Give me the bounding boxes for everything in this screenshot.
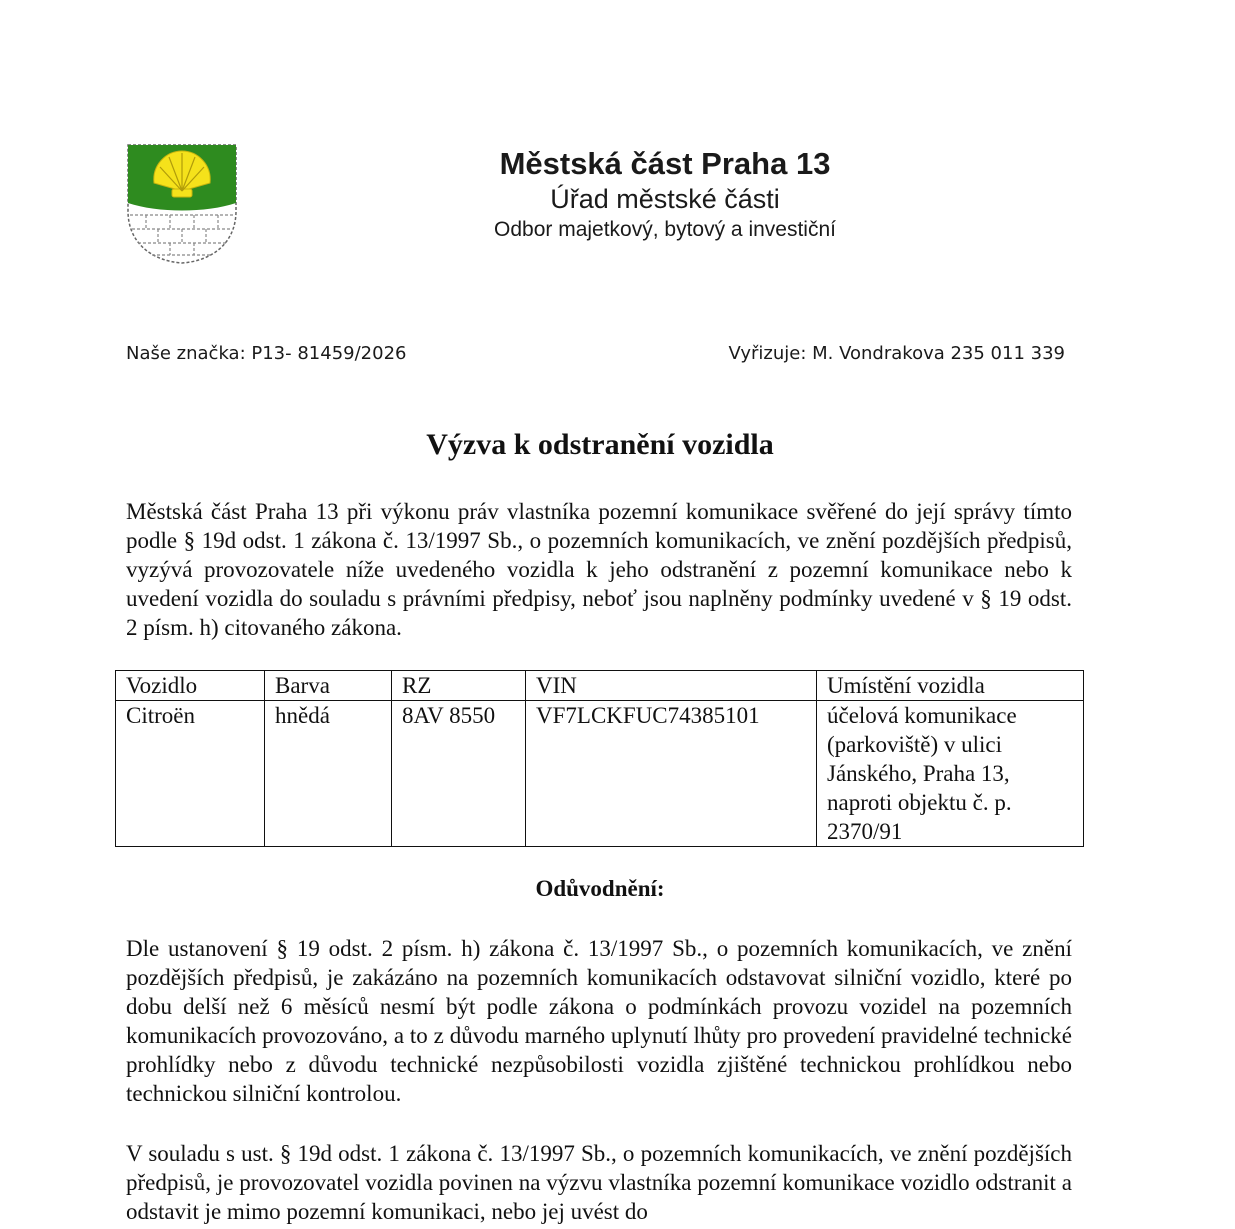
intro-paragraph: Městská část Praha 13 při výkonu práv vlastníka pozemní komunikace svěřené do její správy tímto podle § 19d odst. 1 zákona č. 13/1997 Sb., o pozemních komunikacích, ve znění pozdějších předpisů, vyzývá provozovatele níže uvedeného vozidla k jeho odstranění z pozemní komunikace nebo k uvedení vozidla do souladu s právními předpisy, neboť jsou naplněny podmínky uvedené v § 19 odst. 2 písm. h) citovaného zákona. — [126, 499, 1072, 640]
justification-paragraph-1: Dle ustanovení § 19 odst. 2 písm. h) zákona č. 13/1997 Sb., o pozemních komunikacích, ve znění pozdějších předpisů, je zakázáno na pozemních komunikacích odstavovat silniční vozidlo, které po dobu delší než 6 měsíců nesmí být podle zákona o podmínkách provozu vozidel na pozemních komunikacích provozováno, a to z důvodu marného uplynutí lhůty pro provedení pravidelné technické prohlídky nebo z důvodu technické nezpůsobilosti vozidla zjištěné technickou prohlídkou nebo technickou silniční kontrolou. — [126, 936, 1072, 1106]
header-plate: RZ — [392, 671, 526, 701]
cell-vehicle: Citroën — [116, 701, 265, 847]
header-vin: VIN — [526, 671, 817, 701]
cell-plate: 8AV 8550 — [392, 701, 526, 847]
cell-location: účelová komunikace (parkoviště) v ulici Jánského, Praha 13, naproti objektu č. p. 2370/91 — [817, 701, 1084, 847]
handler-contact: Vyřizuje: M. Vondrakova 235 011 339 — [728, 343, 1065, 364]
department-name: Odbor majetkový, bytový a investiční — [494, 218, 836, 241]
justification-paragraph-2: V souladu s ust. § 19d odst. 1 zákona č. 13/1997 Sb., o pozemních komunikacích, ve znění pozdějších předpisů, je provozovatel vozidla povinen na výzvu vlastníka pozemní komunikace vozidlo odstranit a odstavit je mimo pozemní komunikaci, nebo jej uvést do — [126, 1141, 1072, 1224]
cell-vin: VF7LCKFUC74385101 — [526, 701, 817, 847]
justification-heading: Odůvodnění: — [535, 876, 665, 901]
office-name: Úřad městské části — [550, 184, 780, 214]
coat-of-arms-icon — [126, 143, 238, 265]
header-location: Umístění vozidla — [817, 671, 1084, 701]
table-row — [116, 701, 1084, 847]
header-vehicle: Vozidlo — [116, 671, 265, 701]
table-header-row — [116, 671, 1084, 701]
organization-name: Městská část Praha 13 — [499, 146, 831, 181]
our-reference: Naše značka: P13- 81459/2026 — [126, 343, 407, 364]
vehicle-table — [115, 670, 1084, 847]
cell-color: hnědá — [265, 701, 392, 847]
document-title: Výzva k odstranění vozidla — [426, 428, 774, 461]
header-color: Barva — [265, 671, 392, 701]
